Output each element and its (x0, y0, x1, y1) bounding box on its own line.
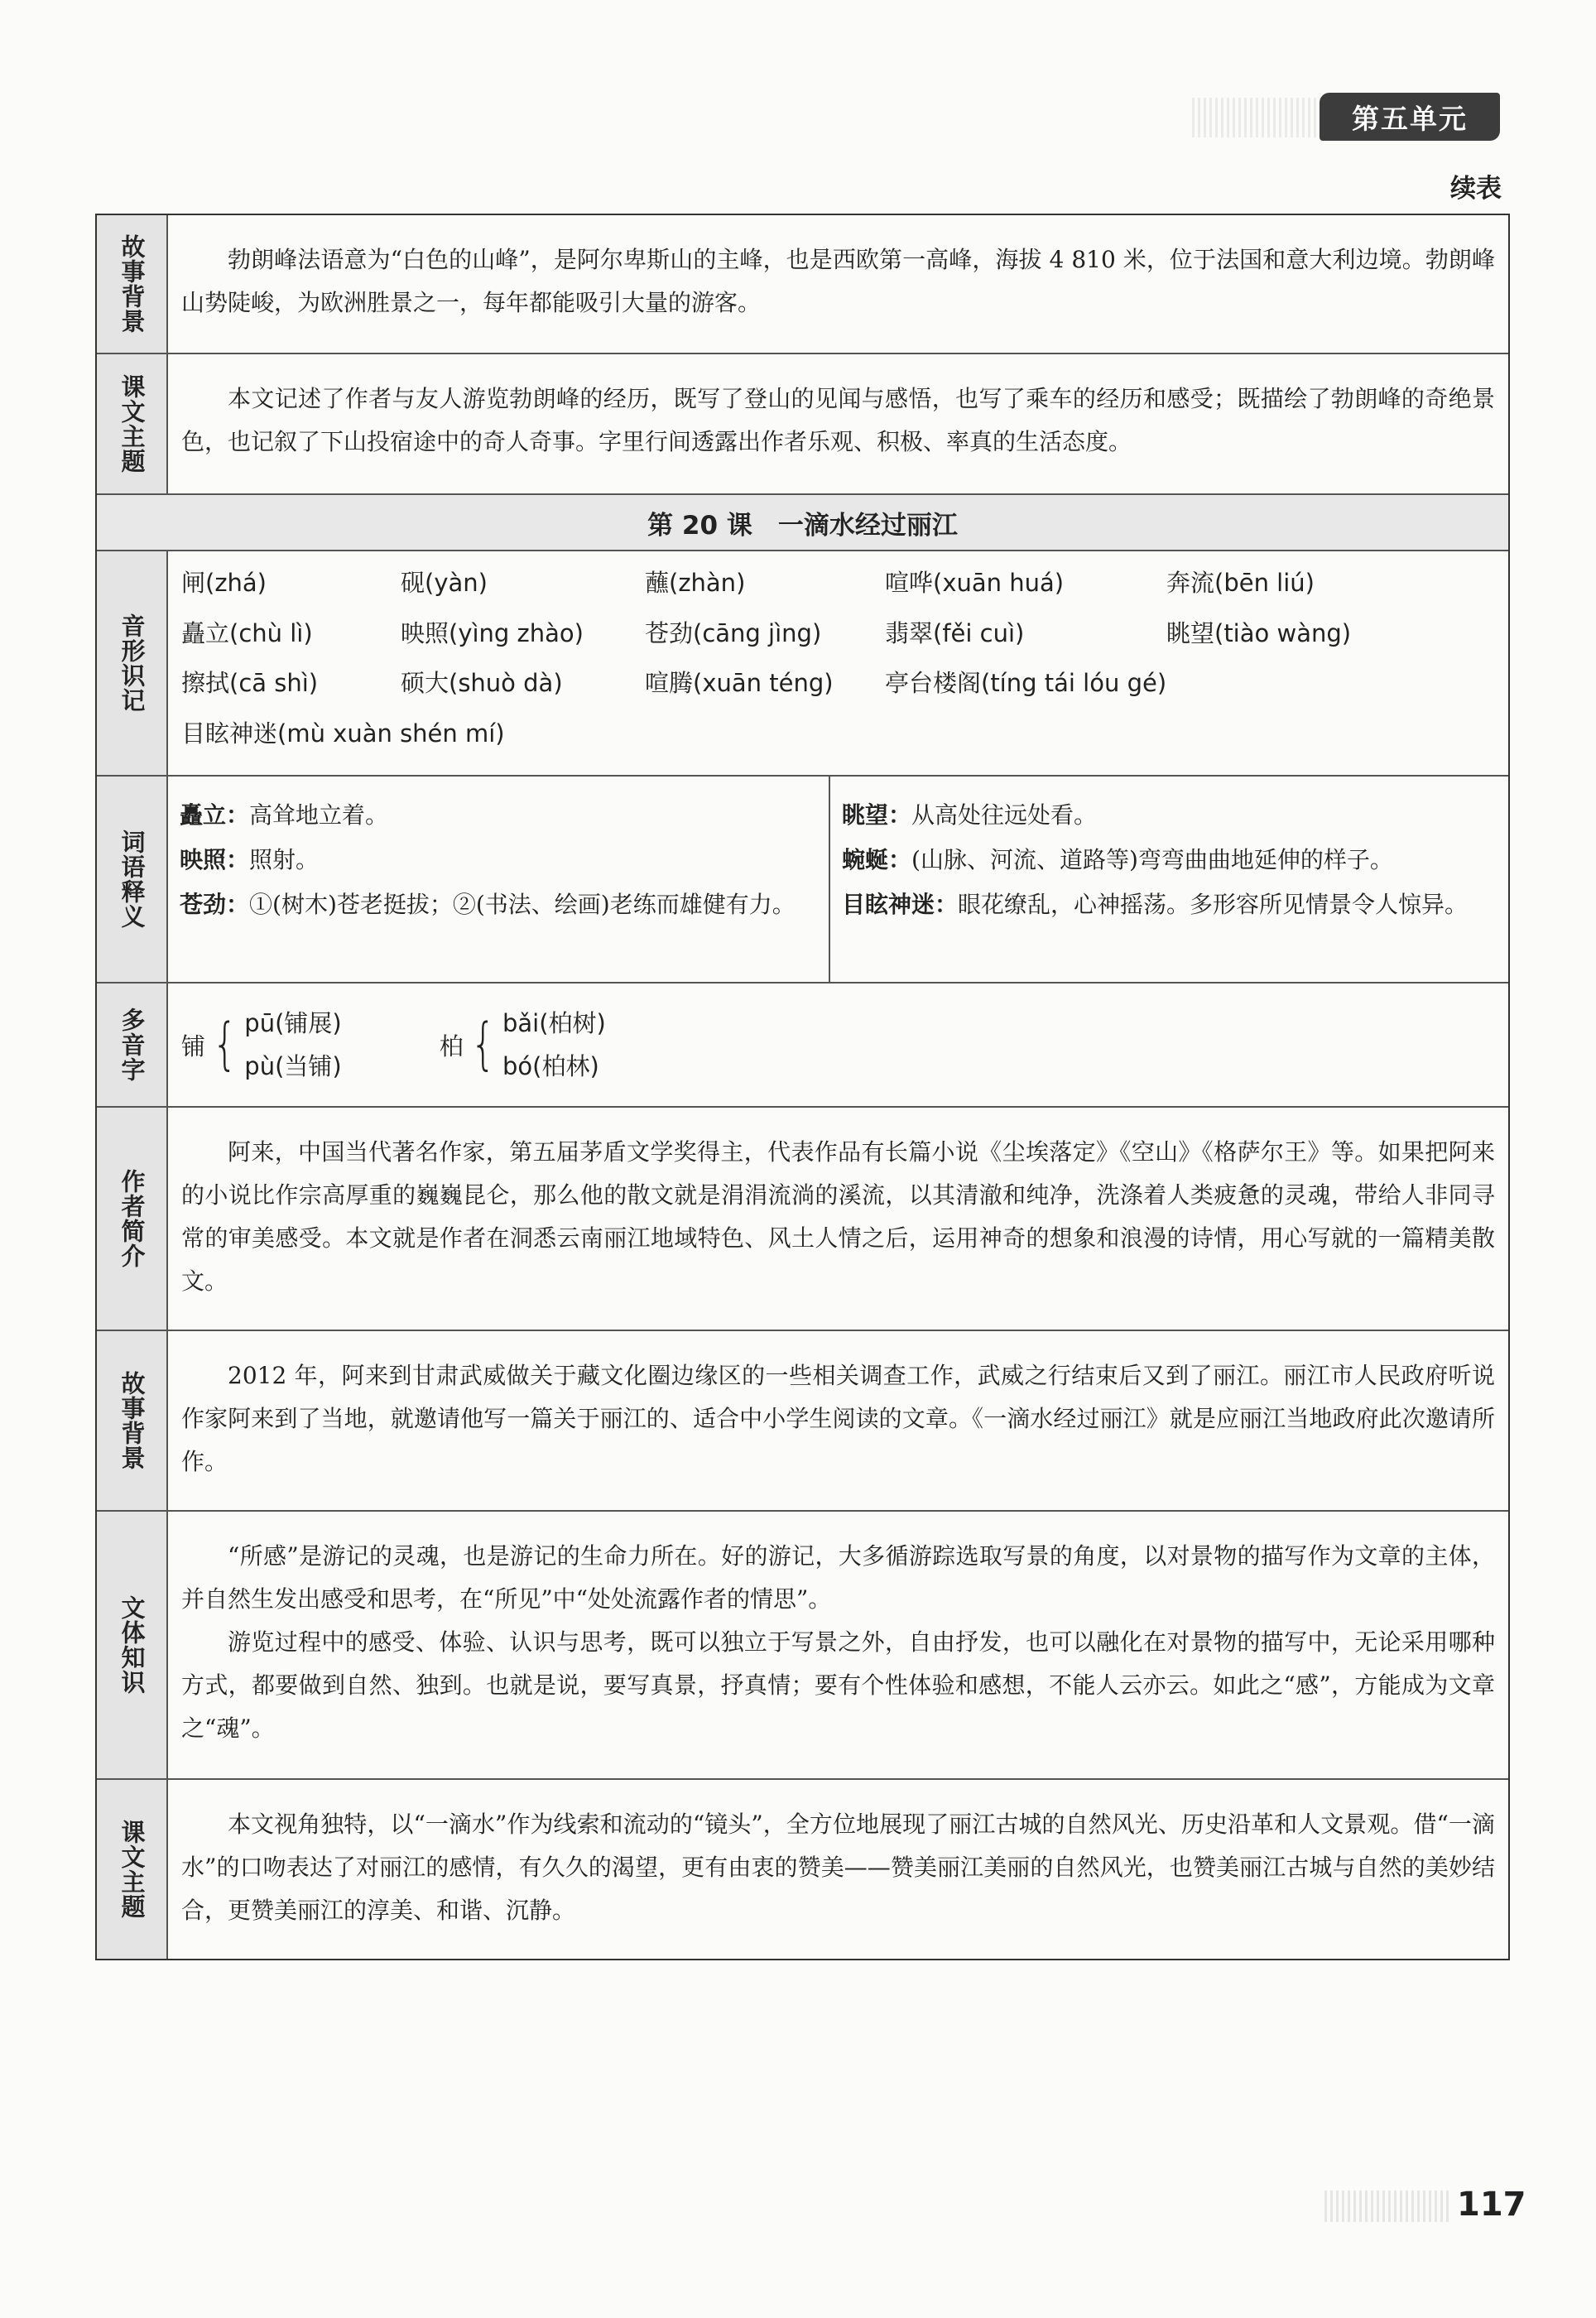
row-content: 2012 年，阿来到甘肃武威做关于藏文化圈边缘区的一些相关调查工作，武威之行结束后又到了丽江。丽江市人民政府听说作家阿来到了当地，就邀请他写一篇关于丽江的、适合中小学生阅读的文章。《一滴水经过丽江》就是应丽江当地政府此次邀请所作。 (181, 1362, 1495, 1475)
lesson-title: 第 20 课 一滴水经过丽江 (97, 495, 1508, 551)
row-polyphones (97, 983, 1508, 1108)
decorative-stripes (1324, 2191, 1449, 2222)
row-content: 本文视角独特，以“一滴水”作为线索和流动的“镜头”，全方位地展现了丽江古城的自然风光、历史沿革和人文景观。借“一滴水”的口吻表达了对丽江的感情，有久久的渴望，更有由衷的赞美——赞美丽江美丽的自然风光，也赞美丽江古城与自然的美妙结合，更赞美丽江的淳美、和谐、沉静。 (181, 1811, 1495, 1924)
row-label: 故事背景 (97, 215, 168, 353)
pinyin-item: 闸(zhá) (181, 569, 267, 597)
row-author (97, 1108, 1508, 1331)
study-table (95, 214, 1510, 1960)
vocabulary-columns (168, 777, 1508, 982)
row-content: 阿来，中国当代著名作家，第五届茅盾文学奖得主，代表作品有长篇小说《尘埃落定》《空山》《格萨尔王》等。如果把阿来的小说比作宗高厚重的巍巍昆仑，那么他的散文就是涓涓流淌的溪流，以其清澈和纯净，洗涤着人类疲惫的灵魂，带给人非同寻常的审美感受。本文就是作者在洞悉云南丽江地域特色、风土人情之后，运用神奇的想象和浪漫的诗情，用心写就的一篇精美散文。 (181, 1138, 1495, 1295)
pinyin-item: 苍劲(cāng jìng) (645, 618, 822, 647)
vocab-left (168, 777, 829, 982)
unit-tab: 第五单元 (1320, 93, 1500, 141)
row-label: 课文主题 (97, 1780, 168, 1959)
row-theme-2 (97, 1780, 1508, 1959)
pinyin-item: 目眩神迷(mù xuàn shén mí) (181, 719, 505, 748)
vocab-entry: 矗立：高耸地立着。 (180, 801, 389, 829)
pinyin-item: 映照(yìng zhào) (401, 618, 584, 647)
vocab-entry: 苍劲：①(树木)苍老挺拔；②(书法、绘画)老练而雄健有力。 (180, 891, 796, 918)
pinyin-item: 矗立(chù lì) (181, 618, 313, 647)
vocab-right (829, 777, 1508, 982)
pinyin-item: 眺望(tiào wàng) (1166, 618, 1352, 647)
vocab-entry: 蜿蜒：(山脉、河流、道路等)弯弯曲曲地延伸的样子。 (842, 846, 1393, 873)
row-label: 文体知识 (97, 1512, 168, 1778)
polyphone-group: 柏 { bǎi(柏树) bó(柏林) (439, 1009, 606, 1080)
row-label: 课文主题 (97, 354, 168, 493)
pinyin-item: 翡翠(fěi cuì) (885, 618, 1025, 647)
pinyin-item: 奔流(bēn liú) (1166, 569, 1315, 597)
polyphone-list (168, 983, 1508, 1106)
row-theme-1 (97, 354, 1508, 495)
pinyin-item: 擦拭(cā shì) (181, 669, 319, 697)
pinyin-grid (168, 551, 1421, 775)
pinyin-item: 亭台楼阁(tíng tái lóu gé) (885, 669, 1167, 697)
pinyin-item: 砚(yàn) (401, 569, 488, 597)
row-pronunciation (97, 551, 1508, 777)
continued-label: 续表 (1450, 174, 1502, 204)
row-content: 本文记述了作者与友人游览勃朗峰的经历，既写了登山的见闻与感悟，也写了乘车的经历和感受；既描绘了勃朗峰的奇绝景色，也记叙了下山投宿途中的奇人奇事。字里行间透露出作者乐观、积极、率真的生活态度。 (181, 385, 1495, 455)
row-background-1 (97, 215, 1508, 354)
page-number: 117 (1457, 2186, 1526, 2224)
row-content: “所感”是游记的灵魂，也是游记的生命力所在。好的游记，大多循游踪选取写景的角度，以对景物的描写作为文章的主体，并自然生发出感受和思考，在“所见”中“处处流露作者的情思”。 游览过程中的感受、体验、认识与思考，既可以独立于写景之外，自由抒发，也可以融化在对景物的描写中，无论采用哪种方式，都要做到自然、独到。也就是说，要写真景，抒真情；要有个性体验和感想，不能人云亦云。如此之“感”，方能成为文章之“魂”。 (181, 1542, 1495, 1742)
pinyin-item: 蘸(zhàn) (645, 569, 746, 597)
row-vocabulary (97, 777, 1508, 983)
decorative-stripes (1192, 98, 1324, 137)
vocab-entry: 眺望：从高处往远处看。 (842, 801, 1098, 829)
pinyin-item: 喧哗(xuān huá) (885, 569, 1065, 597)
pinyin-item: 硕大(shuò dà) (401, 669, 563, 697)
row-genre (97, 1512, 1508, 1780)
row-label: 作者简介 (97, 1108, 168, 1330)
row-content: 勃朗峰法语意为“白色的山峰”，是阿尔卑斯山的主峰，也是西欧第一高峰，海拔 4 810 米，位于法国和意大利边境。勃朗峰山势陡峻，为欧洲胜景之一，每年都能吸引大量的游客。 (181, 246, 1495, 316)
row-label: 音形识记 (97, 551, 168, 775)
row-label: 词语释义 (97, 777, 168, 982)
pinyin-item: 喧腾(xuān téng) (645, 669, 834, 697)
vocab-entry: 目眩神迷：眼花缭乱，心神摇荡。多形容所见情景令人惊异。 (842, 891, 1469, 918)
vocab-entry: 映照：照射。 (180, 846, 320, 873)
row-label: 多音字 (97, 983, 168, 1106)
row-background-2 (97, 1331, 1508, 1512)
row-label: 故事背景 (97, 1331, 168, 1510)
polyphone-group: 铺 { pū(铺展) pù(当铺) (181, 1009, 342, 1080)
